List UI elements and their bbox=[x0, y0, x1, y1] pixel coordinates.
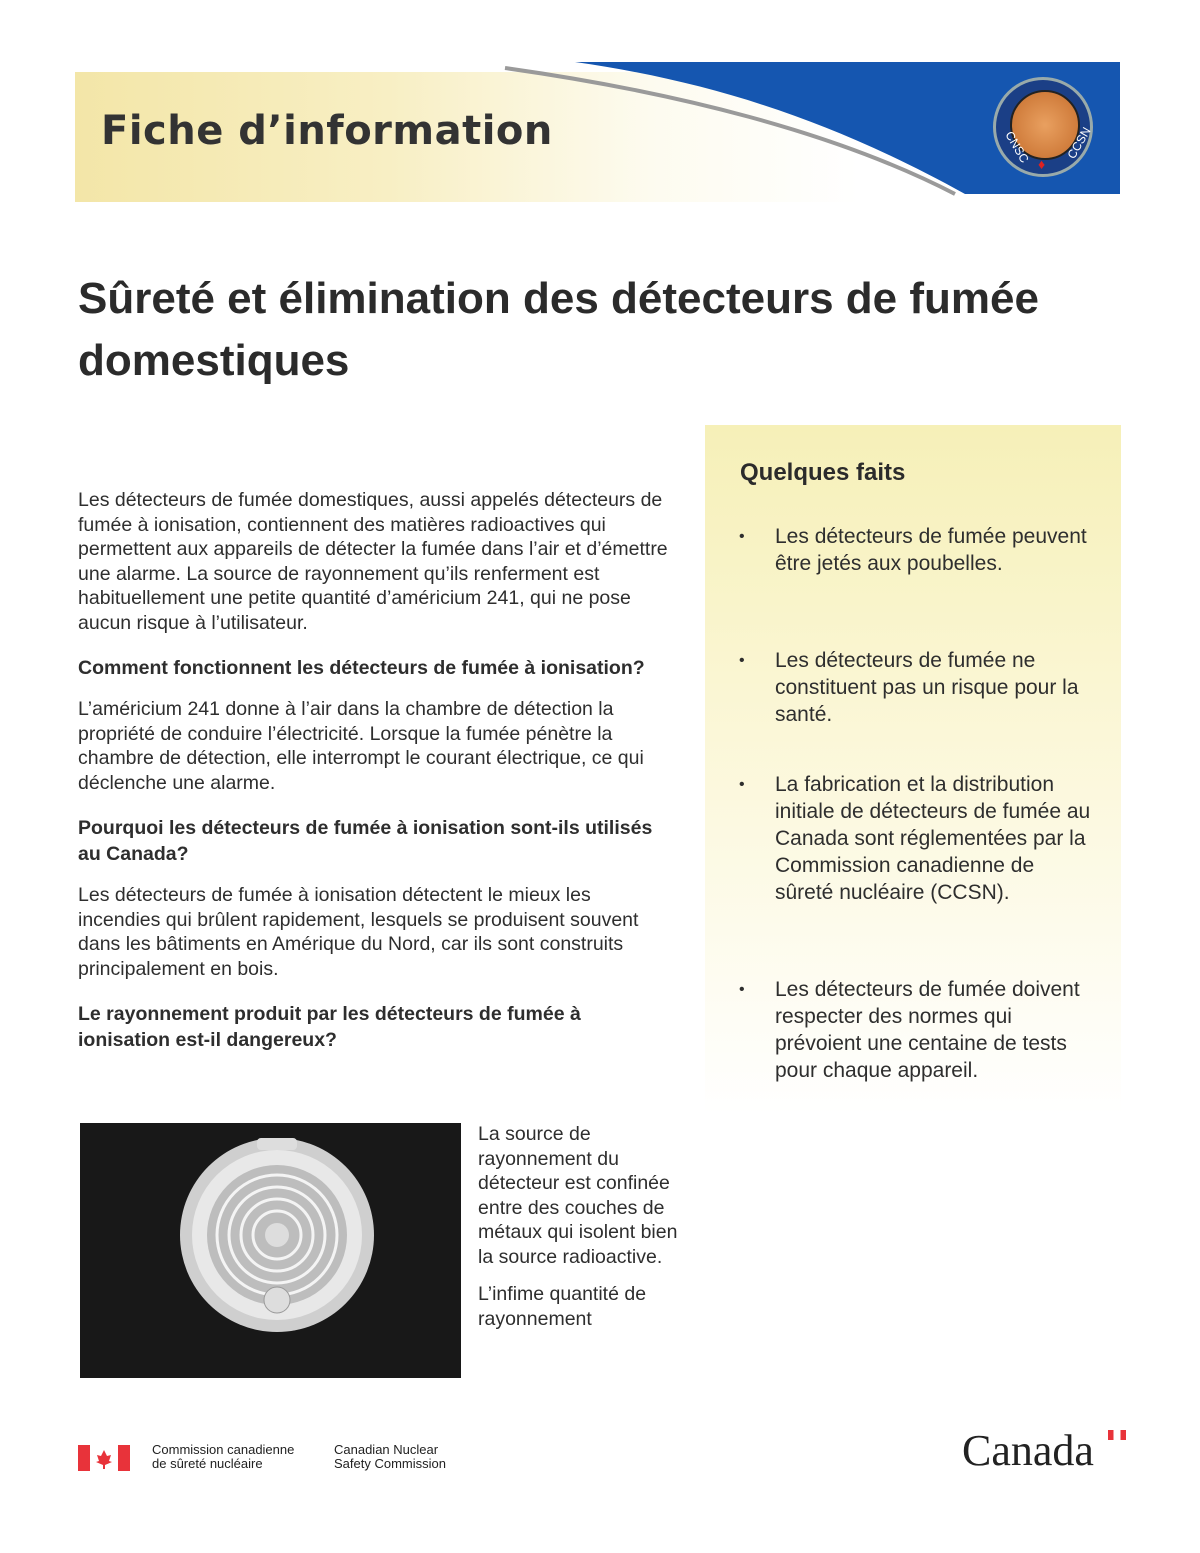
section-heading: Pourquoi les détecteurs de fumée à ionisation sont-ils utilisés au Canada? bbox=[78, 817, 653, 865]
smoke-detector-photo bbox=[80, 1123, 461, 1378]
photo-text: L’infime quantité de rayonnement bbox=[478, 1283, 647, 1330]
fact-item bbox=[739, 771, 1095, 906]
wordmark-flag-icon bbox=[1108, 1430, 1126, 1440]
section-heading: Le rayonnement produit par les détecteurs de fumée à ionisation est-il dangereux? bbox=[78, 1003, 581, 1051]
fact-text: Les détecteurs de fumée ne constituent pas un risque pour la santé. bbox=[775, 649, 1079, 726]
section-text: Les détecteurs de fumée à ionisation détectent le mieux les incendies qui brûlent rapidement, lesquels se produisent souvent dans les bâtiments en Amérique du Nord, car ils sont construits principalement en bois. bbox=[78, 884, 639, 980]
cnsc-logo bbox=[993, 77, 1093, 177]
section-text: L’américium 241 donne à l’air dans la chambre de détection la propriété de conduire l’électricité. Lorsque la fumée pénètre la chambre de détection, elle interrompt le courant électrique, ce qui déclenche une alarme. bbox=[78, 698, 644, 794]
canada-wordmark: Canada bbox=[962, 1426, 1094, 1475]
fact-text: Les détecteurs de fumée peuvent être jetés aux poubelles. bbox=[775, 525, 1087, 575]
fact-item bbox=[739, 647, 1095, 728]
fact-text: La fabrication et la distribution initiale de détecteurs de fumée au Canada sont réglementées par la Commission canadienne de sûreté nucléaire (CCSN). bbox=[775, 773, 1091, 904]
bullet-icon: • bbox=[739, 981, 745, 998]
photo-caption bbox=[478, 1122, 678, 1331]
main-column bbox=[78, 488, 678, 1053]
footer-fr-name bbox=[152, 1443, 294, 1471]
logo-text-left: CNSC bbox=[1002, 128, 1032, 166]
fact-item bbox=[739, 976, 1095, 1084]
bullet-icon: • bbox=[739, 528, 745, 545]
footer-text: de sûreté nucléaire bbox=[152, 1456, 263, 1471]
fact-item bbox=[739, 523, 1095, 577]
section-heading: Comment fonctionnent les détecteurs de fumée à ionisation? bbox=[78, 657, 645, 679]
fact-text: Les détecteurs de fumée doivent respecter des normes qui prévoient une centaine de tests pour chaque appareil. bbox=[775, 978, 1080, 1082]
bullet-icon: • bbox=[739, 776, 745, 793]
header-title: Fiche d’information bbox=[101, 108, 553, 154]
facts-title: Quelques faits bbox=[740, 459, 906, 486]
header-banner bbox=[75, 62, 1120, 202]
canada-flag-icon bbox=[78, 1445, 130, 1471]
page-title: Sûreté et élimination des détecteurs de fumée domestiques bbox=[78, 274, 1039, 385]
footer-text: Canadian Nuclear bbox=[334, 1442, 439, 1457]
facts-sidebar bbox=[705, 425, 1121, 1115]
maple-leaf-icon: ♦ bbox=[1038, 156, 1046, 172]
footer-en-name bbox=[334, 1443, 446, 1471]
photo-text: La source de rayonnement du détecteur est confinée entre des couches de métaux qui isolent bien la source radioactive. bbox=[478, 1123, 678, 1268]
logo-text-right: CCSN bbox=[1064, 124, 1094, 162]
bullet-icon: • bbox=[739, 652, 745, 669]
smoke-detector-image bbox=[80, 1123, 461, 1378]
footer-text: Safety Commission bbox=[334, 1456, 446, 1471]
footer-text: Commission canadienne bbox=[152, 1442, 295, 1457]
intro-paragraph: Les détecteurs de fumée domestiques, aussi appelés détecteurs de fumée à ionisation, contiennent des matières radioactives qui permettent aux appareils de détecter la fumée dans l’air et d’émettre une alarme. La source de rayonnement qu’ils renferment est habituellement une petite quantité d’américium 241, qui ne pose aucun risque à l’utilisateur. bbox=[78, 489, 668, 634]
